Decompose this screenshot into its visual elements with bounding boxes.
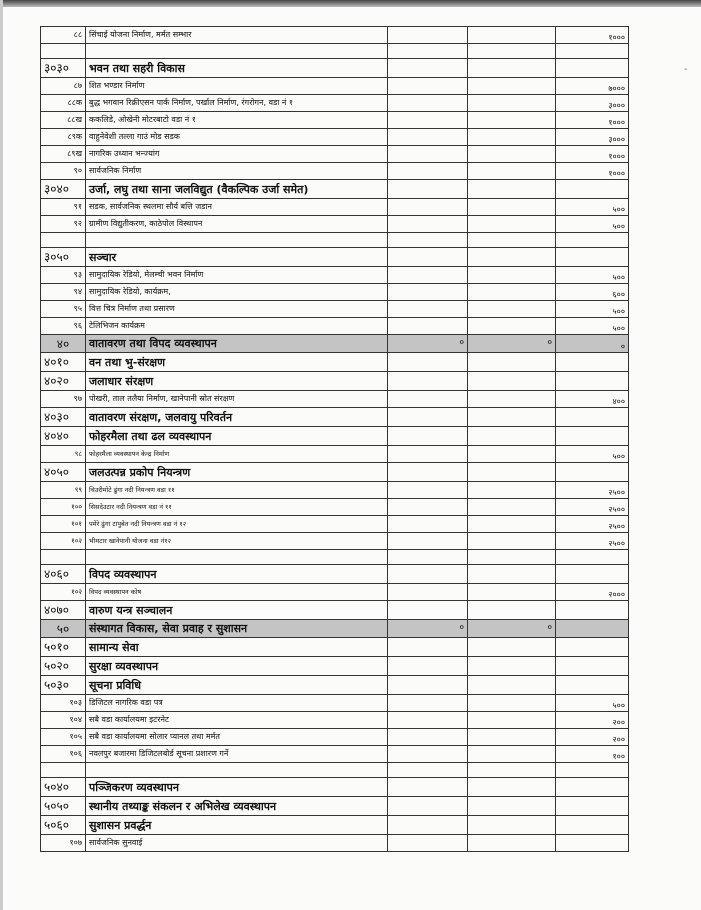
item-row: [41, 163, 629, 180]
row-value-col3: [388, 95, 468, 112]
row-amount: ५००: [556, 301, 629, 318]
row-description: ककलिडे, ओखेनी मोटरबाटो वडा नं १: [86, 112, 388, 129]
row-amount: [556, 408, 629, 427]
budget-table-body: [41, 27, 629, 852]
category-row: [41, 657, 629, 676]
category-row: [41, 565, 629, 584]
row-code: ९९: [41, 482, 86, 499]
row-code: ४०१०: [41, 353, 86, 372]
major-heading-row: [41, 335, 629, 353]
row-amount: ५००: [556, 446, 629, 463]
item-row: [41, 95, 629, 112]
blank-row: [41, 44, 629, 59]
row-amount: [556, 835, 629, 852]
row-value-col4: [468, 712, 556, 729]
row-code: [41, 763, 86, 778]
row-amount: २५००: [556, 516, 629, 533]
row-description: सामुदायिक रेडियो, मेलम्ची भवन निर्माण: [86, 267, 388, 284]
row-amount: ६००: [556, 284, 629, 301]
row-amount: ०: [556, 335, 629, 353]
row-description: सुरक्षा व्यवस्थापन: [86, 657, 388, 676]
page-margin-mark: -: [684, 64, 688, 75]
row-value-col3: [388, 44, 468, 59]
row-value-col4: [468, 499, 556, 516]
row-value-col4: [468, 797, 556, 816]
row-description: स्थानीय तथ्याङ्क संकलन र अभिलेख व्यवस्थापन: [86, 797, 388, 816]
row-amount: [556, 638, 629, 657]
row-amount: १०००: [556, 146, 629, 163]
row-code: १०४: [41, 712, 86, 729]
row-description: सिसदेउटार नदी नियन्त्रण वडा नं ११: [86, 499, 388, 516]
row-code: [41, 550, 86, 565]
row-value-col3: [388, 427, 468, 446]
row-code: ४०३०: [41, 408, 86, 427]
row-value-col3: [388, 180, 468, 199]
row-value-col4: [468, 550, 556, 565]
row-description: वातावरण तथा विपद व्यवस्थापन: [86, 335, 388, 353]
row-description: वित्त चित्र निर्माण तथा प्रसारण: [86, 301, 388, 318]
row-value-col3: [388, 199, 468, 216]
row-value-col3: [388, 816, 468, 835]
scan-top-edge: [0, 0, 701, 7]
row-value-col4: [468, 95, 556, 112]
row-description: सिंचाई योजना निर्माण, मर्मत सम्भार: [86, 27, 388, 44]
row-description: पमेरे ढुंगा टापुबेत नदी नियन्त्रण वडा नं १२: [86, 516, 388, 533]
row-code: १०२: [41, 584, 86, 601]
item-row: [41, 318, 629, 335]
row-description: [86, 550, 388, 565]
row-description: चिउरीमोटे ढुंगा नदी नियन्त्रण वडा ११: [86, 482, 388, 499]
row-value-col3: [388, 482, 468, 499]
item-row: [41, 301, 629, 318]
row-code: ९४: [41, 284, 86, 301]
row-code: ८८क: [41, 95, 86, 112]
row-code: ४०४०: [41, 427, 86, 446]
category-row: [41, 676, 629, 695]
row-code: ४०२०: [41, 372, 86, 391]
row-value-col4: ०: [468, 620, 556, 638]
row-value-col4: [468, 584, 556, 601]
row-description: वाहुनेवेशी तल्ला गाउं मोड सडक: [86, 129, 388, 146]
category-row: [41, 463, 629, 482]
item-row: [41, 391, 629, 408]
row-amount: [556, 565, 629, 584]
row-value-col3: [388, 233, 468, 248]
row-code: १००: [41, 499, 86, 516]
row-amount: [556, 778, 629, 797]
row-amount: ३०००: [556, 129, 629, 146]
row-description: पञ्जिकरण व्यवस्थापन: [86, 778, 388, 797]
row-description: संस्थागत विकास, सेवा प्रवाह र सुशासन: [86, 620, 388, 638]
row-value-col3: [388, 408, 468, 427]
row-value-col3: [388, 657, 468, 676]
row-description: ग्रामीण विद्युतीकरण, काठेपोल विस्थापन: [86, 216, 388, 233]
row-description: सार्वजनिक निर्माण: [86, 163, 388, 180]
item-row: [41, 78, 629, 95]
row-value-col4: [468, 372, 556, 391]
row-code: [41, 233, 86, 248]
row-value-col4: [468, 44, 556, 59]
row-amount: २५००: [556, 533, 629, 550]
major-heading-row: [41, 620, 629, 638]
row-amount: १०००: [556, 27, 629, 44]
row-code: ५०३०: [41, 676, 86, 695]
item-row: [41, 482, 629, 499]
row-value-col3: [388, 78, 468, 95]
row-value-col4: [468, 638, 556, 657]
row-value-col4: [468, 565, 556, 584]
row-value-col3: [388, 163, 468, 180]
row-value-col3: [388, 372, 468, 391]
item-row: [41, 835, 629, 852]
item-row: [41, 729, 629, 746]
category-row: [41, 638, 629, 657]
row-amount: १०००: [556, 112, 629, 129]
row-value-col3: [388, 797, 468, 816]
row-description: पोखरी, ताल तलैया निर्माण, खानेपानी स्रोत संरक्षण: [86, 391, 388, 408]
row-code: ९२: [41, 216, 86, 233]
row-value-col3: [388, 778, 468, 797]
row-value-col4: [468, 199, 556, 216]
row-code: ४०: [41, 335, 86, 353]
row-value-col4: [468, 408, 556, 427]
row-value-col3: [388, 729, 468, 746]
row-value-col4: [468, 676, 556, 695]
row-value-col4: [468, 482, 556, 499]
item-row: [41, 499, 629, 516]
row-amount: [556, 676, 629, 695]
row-amount: [556, 372, 629, 391]
row-value-col4: [468, 729, 556, 746]
row-description: सुशासन प्रवर्द्धन: [86, 816, 388, 835]
row-value-col4: [468, 248, 556, 267]
row-value-col3: [388, 463, 468, 482]
row-value-col3: [388, 318, 468, 335]
row-value-col4: [468, 318, 556, 335]
category-row: [41, 601, 629, 620]
row-value-col4: [468, 835, 556, 852]
row-description: फोहरमैला व्यवस्थापन केन्द्र निर्माण: [86, 446, 388, 463]
row-amount: [556, 463, 629, 482]
row-amount: [556, 797, 629, 816]
row-value-col4: [468, 816, 556, 835]
category-row: [41, 180, 629, 199]
row-value-col3: [388, 248, 468, 267]
row-value-col4: [468, 267, 556, 284]
row-value-col4: [468, 601, 556, 620]
row-amount: [556, 180, 629, 199]
row-amount: [556, 233, 629, 248]
row-code: ९५: [41, 301, 86, 318]
row-value-col4: [468, 446, 556, 463]
row-amount: [556, 44, 629, 59]
row-description: सडक, सार्वजनिक स्थलमा सौर्य बत्ति जडान: [86, 199, 388, 216]
row-code: १०५: [41, 729, 86, 746]
blank-row: [41, 763, 629, 778]
row-description: वन तथा भु-संरक्षण: [86, 353, 388, 372]
row-amount: [556, 550, 629, 565]
row-value-col3: [388, 550, 468, 565]
row-value-col4: [468, 746, 556, 763]
row-value-col4: [468, 27, 556, 44]
row-value-col4: [468, 657, 556, 676]
row-description: वारुण यन्त्र सञ्चालन: [86, 601, 388, 620]
row-value-col4: [468, 463, 556, 482]
row-value-col4: [468, 695, 556, 712]
row-code: ५०५०: [41, 797, 86, 816]
row-code: ९०: [41, 163, 86, 180]
row-value-col4: [468, 391, 556, 408]
row-code: १०६: [41, 746, 86, 763]
row-description: [86, 233, 388, 248]
row-code: ४०५०: [41, 463, 86, 482]
row-value-col3: [388, 391, 468, 408]
row-description: डिजिटल नागरिक वडा पत्र: [86, 695, 388, 712]
row-value-col3: [388, 216, 468, 233]
row-value-col4: [468, 146, 556, 163]
row-amount: १००: [556, 746, 629, 763]
row-code: ९६: [41, 318, 86, 335]
row-description: भवन तथा सहरी विकास: [86, 59, 388, 78]
item-row: [41, 267, 629, 284]
row-amount: [556, 763, 629, 778]
scan-left-edge: [0, 0, 3, 910]
row-value-col4: [468, 353, 556, 372]
row-description: सबै वडा कार्यालयमा इटरनेट: [86, 712, 388, 729]
row-value-col3: [388, 284, 468, 301]
row-description: सामान्य सेवा: [86, 638, 388, 657]
item-row: [41, 146, 629, 163]
row-description: [86, 763, 388, 778]
row-amount: [556, 601, 629, 620]
row-value-col3: [388, 638, 468, 657]
row-value-col4: [468, 216, 556, 233]
row-value-col3: [388, 267, 468, 284]
row-value-col3: [388, 565, 468, 584]
budget-table: [40, 26, 629, 852]
category-row: [41, 353, 629, 372]
item-row: [41, 129, 629, 146]
row-value-col4: [468, 301, 556, 318]
row-amount: [556, 620, 629, 638]
row-value-col4: [468, 533, 556, 550]
row-value-col3: [388, 695, 468, 712]
row-value-col3: [388, 59, 468, 78]
row-code: [41, 44, 86, 59]
row-code: ५०: [41, 620, 86, 638]
row-code: ३०३०: [41, 59, 86, 78]
item-row: [41, 284, 629, 301]
category-row: [41, 427, 629, 446]
row-description: सार्वजनिक सुनवाई: [86, 835, 388, 852]
row-code: १०१: [41, 516, 86, 533]
row-amount: [556, 657, 629, 676]
row-value-col3: [388, 499, 468, 516]
row-code: ८८ख: [41, 112, 86, 129]
row-amount: ५००: [556, 216, 629, 233]
row-amount: ३०००: [556, 95, 629, 112]
category-row: [41, 59, 629, 78]
row-amount: [556, 353, 629, 372]
blank-row: [41, 550, 629, 565]
item-row: [41, 746, 629, 763]
row-description: सञ्चार: [86, 248, 388, 267]
row-code: १०३: [41, 695, 86, 712]
row-code: ८९ख: [41, 146, 86, 163]
row-description: विपद व्यवस्थापन कोष: [86, 584, 388, 601]
row-value-col3: [388, 129, 468, 146]
row-amount: [556, 816, 629, 835]
row-value-col4: [468, 163, 556, 180]
row-description: नागरिक उध्यान भन्ज्यांग: [86, 146, 388, 163]
row-code: ८९क: [41, 129, 86, 146]
row-code: ९८: [41, 446, 86, 463]
row-value-col3: [388, 746, 468, 763]
row-code: ५०४०: [41, 778, 86, 797]
item-row: [41, 695, 629, 712]
category-row: [41, 778, 629, 797]
row-amount: ५००: [556, 318, 629, 335]
row-amount: ७०००: [556, 78, 629, 95]
row-code: १०२: [41, 533, 86, 550]
row-code: ९३: [41, 267, 86, 284]
item-row: [41, 112, 629, 129]
row-value-col4: [468, 763, 556, 778]
row-description: जलउत्पन्न प्रकोप नियन्त्रण: [86, 463, 388, 482]
row-value-col3: [388, 27, 468, 44]
row-value-col3: ०: [388, 335, 468, 353]
row-description: सबै वडा कार्यालयमा सोलार प्यानल तथा मर्मत: [86, 729, 388, 746]
row-amount: १०००: [556, 163, 629, 180]
row-code: ९१: [41, 199, 86, 216]
row-value-col4: [468, 59, 556, 78]
row-code: ८८: [41, 27, 86, 44]
row-value-col4: [468, 112, 556, 129]
item-row: [41, 446, 629, 463]
row-description: फोहरमैला तथा ढल व्यवस्थापन: [86, 427, 388, 446]
row-description: सामुदायिक रेडियो, कार्यक्रम,: [86, 284, 388, 301]
row-amount: ५००: [556, 267, 629, 284]
row-value-col4: [468, 284, 556, 301]
row-value-col4: [468, 516, 556, 533]
row-code: ३०४०: [41, 180, 86, 199]
item-row: [41, 199, 629, 216]
category-row: [41, 797, 629, 816]
item-row: [41, 712, 629, 729]
row-amount: ५००: [556, 695, 629, 712]
row-description: सूचना प्रविधि: [86, 676, 388, 695]
row-value-col3: [388, 301, 468, 318]
row-amount: ४००: [556, 391, 629, 408]
row-value-col3: [388, 146, 468, 163]
row-amount: [556, 248, 629, 267]
row-value-col3: [388, 516, 468, 533]
row-value-col4: [468, 180, 556, 199]
row-code: ९७: [41, 391, 86, 408]
row-code: ८७: [41, 78, 86, 95]
row-description: बुद्ध भगवान रिक्रीएसन पार्क निर्माण, पर्खाल निर्माण, रंगरोगन, वडा नं १: [86, 95, 388, 112]
row-value-col3: [388, 676, 468, 695]
row-value-col3: [388, 533, 468, 550]
row-description: नवलपुर बजारमा डिजिटलबोर्ड सूचना प्रशारण गर्ने: [86, 746, 388, 763]
row-code: ४०७०: [41, 601, 86, 620]
row-description: शित भण्डार निर्माण: [86, 78, 388, 95]
row-value-col4: [468, 129, 556, 146]
row-value-col3: ०: [388, 620, 468, 638]
row-code: ५०१०: [41, 638, 86, 657]
category-row: [41, 408, 629, 427]
row-description: विपद व्यवस्थापन: [86, 565, 388, 584]
item-row: [41, 516, 629, 533]
row-value-col4: [468, 78, 556, 95]
row-code: ५०६०: [41, 816, 86, 835]
category-row: [41, 248, 629, 267]
row-amount: २००: [556, 729, 629, 746]
row-value-col3: [388, 601, 468, 620]
item-row: [41, 216, 629, 233]
row-amount: २००: [556, 712, 629, 729]
row-description: जलाधार संरक्षण: [86, 372, 388, 391]
row-value-col3: [388, 584, 468, 601]
row-value-col3: [388, 446, 468, 463]
item-row: [41, 584, 629, 601]
category-row: [41, 372, 629, 391]
row-value-col3: [388, 353, 468, 372]
row-value-col3: [388, 712, 468, 729]
row-code: ४०६०: [41, 565, 86, 584]
row-amount: ५००: [556, 199, 629, 216]
category-row: [41, 816, 629, 835]
row-value-col3: [388, 763, 468, 778]
row-amount: [556, 427, 629, 446]
row-value-col4: [468, 778, 556, 797]
row-code: ३०५०: [41, 248, 86, 267]
row-code: १०७: [41, 835, 86, 852]
row-value-col4: [468, 427, 556, 446]
row-code: ५०२०: [41, 657, 86, 676]
row-amount: [556, 59, 629, 78]
row-value-col3: [388, 112, 468, 129]
row-description: उर्जा, लघु तथा साना जलविद्युत (वैकल्पिक उर्जा समेत): [86, 180, 388, 199]
row-description: टेलिभिजन कार्यक्रम: [86, 318, 388, 335]
item-row: [41, 533, 629, 550]
row-amount: २५००: [556, 499, 629, 516]
row-value-col4: ०: [468, 335, 556, 353]
blank-row: [41, 233, 629, 248]
row-amount: २०००: [556, 584, 629, 601]
item-row: [41, 27, 629, 44]
row-description: [86, 44, 388, 59]
row-amount: २५००: [556, 482, 629, 499]
row-value-col4: [468, 233, 556, 248]
row-value-col3: [388, 835, 468, 852]
row-description: भीमटार खानेपानी योजना वडा नं१२: [86, 533, 388, 550]
row-description: वातावरण संरक्षण, जलवायु परिवर्तन: [86, 408, 388, 427]
